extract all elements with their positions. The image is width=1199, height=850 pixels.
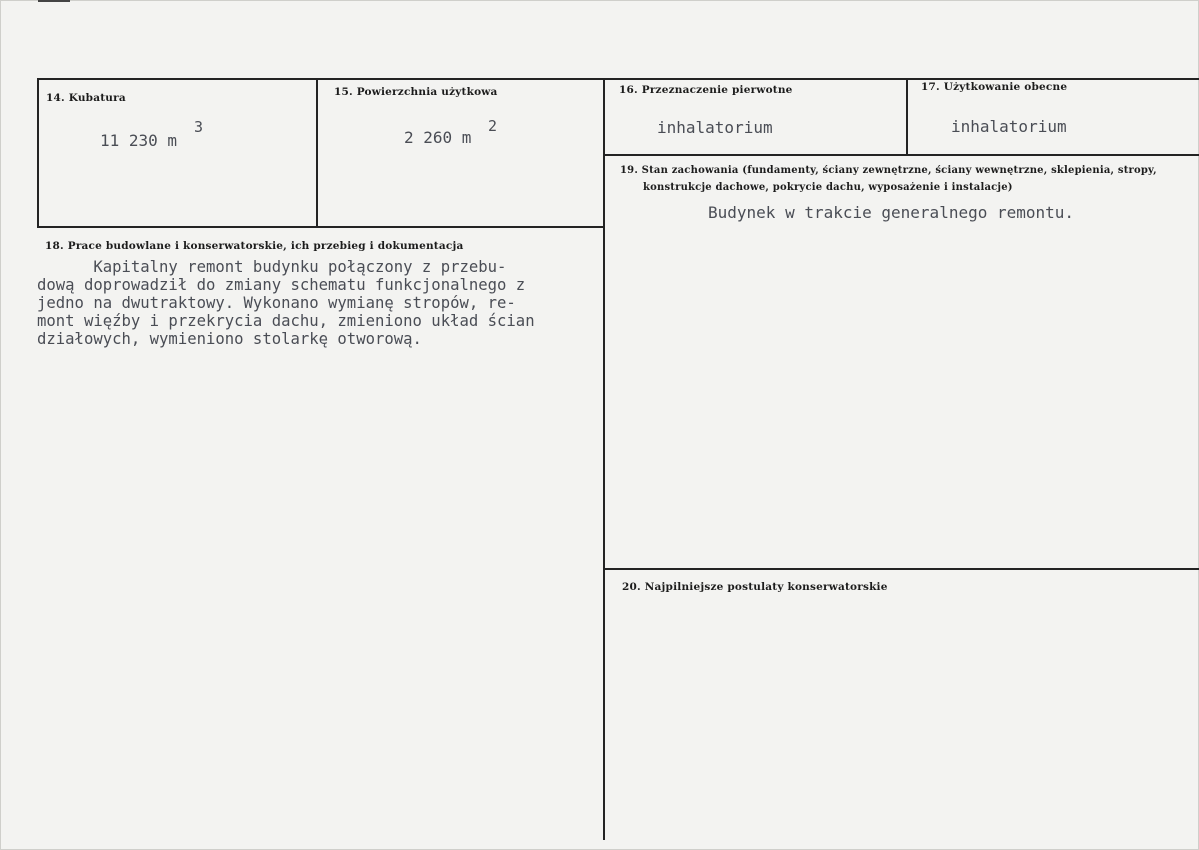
- right-row-rule: [604, 154, 1199, 156]
- prace-line: Kapitalny remont budynku połączony z przebu-: [37, 258, 507, 276]
- top-edge-mark: [38, 0, 70, 2]
- left-border: [37, 78, 39, 228]
- kubatura-label: 14. Kubatura: [46, 92, 126, 104]
- stan-value: Budynek w trakcie generalnego remontu.: [708, 203, 1075, 222]
- prace-line: jedno na dwutraktowy. Wykonano wymianę stropów, re-: [37, 294, 516, 312]
- powierzchnia-label: 15. Powierzchnia użytkowa: [334, 86, 498, 98]
- powierzchnia-exponent: 2: [488, 117, 498, 135]
- uzytkowanie-value: inhalatorium: [951, 117, 1067, 136]
- divider-14-15: [316, 78, 318, 228]
- powierzchnia-value: 2 260 m: [404, 128, 472, 147]
- przeznaczenie-value: inhalatorium: [657, 118, 773, 137]
- left-row-rule: [37, 226, 604, 228]
- postulaty-label: 20. Najpilniejsze postulaty konserwatorskie: [622, 581, 888, 593]
- prace-text: [37, 258, 612, 348]
- kubatura-exponent: 3: [194, 118, 204, 136]
- stan-label: 19. Stan zachowania (fundamenty, ściany zewnętrzne, ściany wewnętrzne, sklepienia, stropy,: [620, 165, 1157, 176]
- prace-line: działowych, wymieniono stolarkę otworową.: [37, 330, 422, 348]
- divider-16-17: [906, 78, 908, 156]
- prace-line: dową doprowadził do zmiany schematu funkcjonalnego z: [37, 276, 526, 294]
- przeznaczenie-label: 16. Przeznaczenie pierwotne: [619, 84, 793, 96]
- uzytkowanie-label: 17. Użytkowanie obecne: [921, 81, 1068, 93]
- prace-label: 18. Prace budowlane i konserwatorskie, ich przebieg i dokumentacja: [45, 240, 464, 252]
- stan-label-cont: konstrukcje dachowe, pokrycie dachu, wyposażenie i instalacje): [643, 182, 1013, 193]
- prace-line: mont więźby i przekrycia dachu, zmieniono układ ścian: [37, 312, 535, 330]
- section-20-rule: [604, 568, 1199, 570]
- kubatura-value: 11 230 m: [100, 131, 178, 150]
- center-divider: [603, 78, 605, 840]
